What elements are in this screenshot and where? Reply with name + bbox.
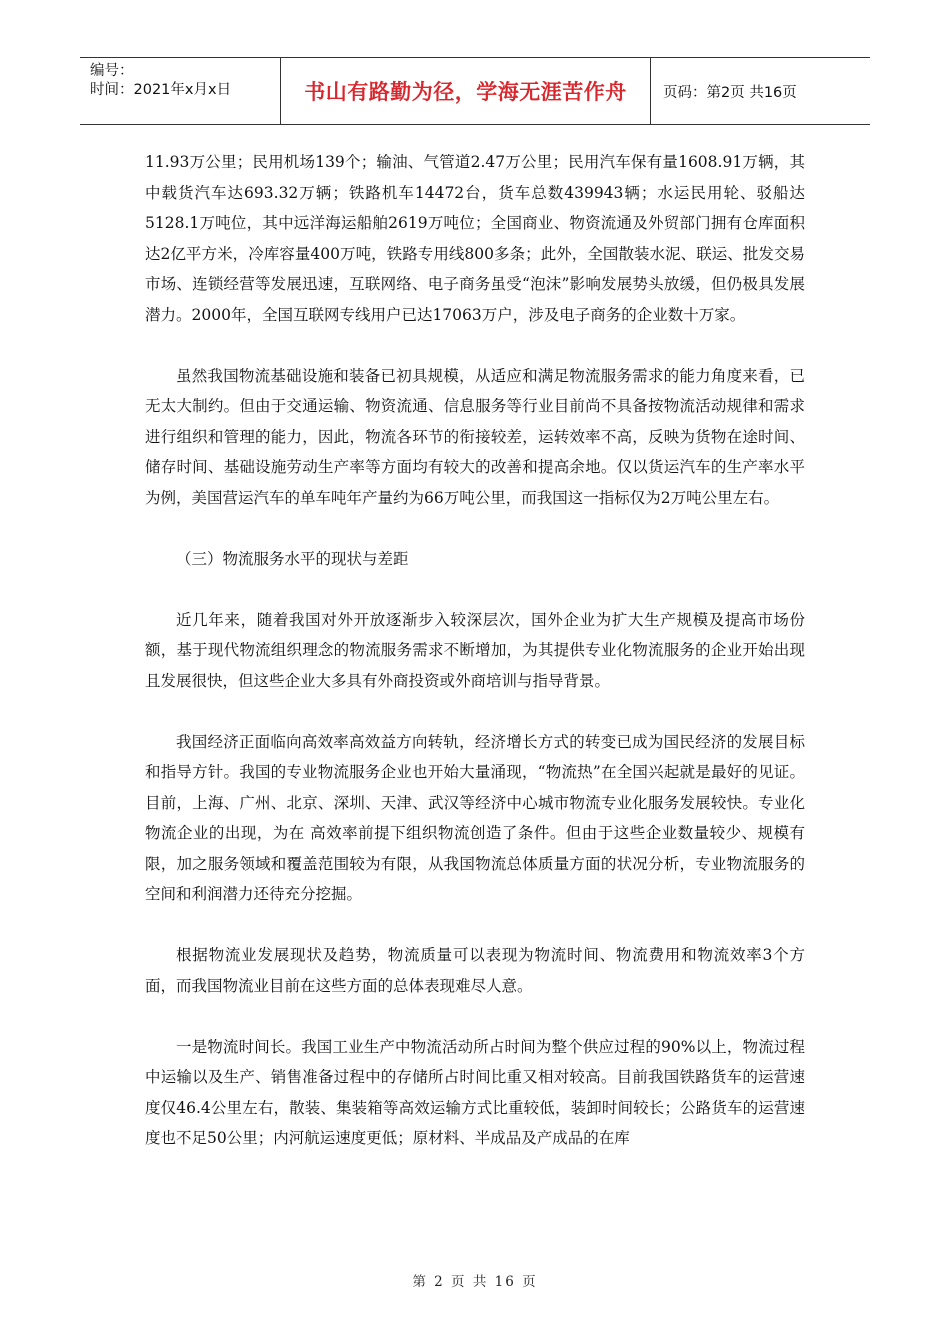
doc-number-label: 编号： — [90, 63, 134, 79]
document-body — [145, 147, 805, 1184]
section-heading: （三）物流服务水平的现状与差距 — [176, 549, 409, 568]
header-motto: 书山有路勤为径，学海无涯苦作舟 — [281, 58, 651, 124]
page-header — [80, 57, 870, 125]
header-meta — [80, 58, 281, 124]
paragraph: 虽然我国物流基础设施和装备已初具规模，从适应和满足物流服务需求的能力角度来看，已无太大制约。但由于交通运输、物资流通、信息服务等行业目前尚不具备按物流活动规律和需求进行组织和管理的能力，因此，物流各环节的衔接较差，运转效率不高，反映为货物在途时间、储存时间、基础设施劳动生产率等方面均有较大的改善和提高余地。仅以货运汽车的生产率水平为例，美国营运汽车的单车吨年产量约为66万吨公里，而我国这一指标仅为2万吨公里左右。 — [145, 366, 805, 507]
page-footer: 第 2 页 共 16 页 — [412, 1274, 538, 1290]
paragraph: 根据物流业发展现状及趋势，物流质量可以表现为物流时间、物流费用和物流效率3个方面，而我国物流业目前在这些方面的总体表现难尽人意。 — [145, 946, 805, 995]
header-page-info: 页码：第2页 共16页 — [663, 84, 797, 101]
doc-date-label: 时间：2021年x月x日 — [90, 82, 232, 98]
paragraph: 近几年来，随着我国对外开放逐渐步入较深层次，国外企业为扩大生产规模及提高市场份额，基于现代物流组织理念的物流服务需求不断增加，为其提供专业化物流服务的企业开始出现且发展很快，但这些企业大多具有外商投资或外商培训与指导背景。 — [145, 610, 805, 690]
paragraph: 一是物流时间长。我国工业生产中物流活动所占时间为整个供应过程的90%以上，物流过程中运输以及生产、销售准备过程中的存储所占时间比重又相对较高。目前我国铁路货车的运营速度仅46.4公里左右，散装、集装箱等高效运输方式比重较低，装卸时间较长；公路货车的运营速度也不足50公里；内河航运速度更低；原材料、半成品及产成品的在库 — [145, 1037, 805, 1147]
paragraph: 我国经济正面临向高效率高效益方向转轨，经济增长方式的转变已成为国民经济的发展目标和指导方针。我国的专业物流服务企业也开始大量涌现，“物流热”在全国兴起就是最好的见证。目前，上海、广州、北京、深圳、天津、武汉等经济中心城市物流专业化服务发展较快。专业化物流企业的出现，为在 高效率前提下组织物流创造了条件。但由于这些企业数量较少、规模有限，加之服务领域和覆盖范围较为有限，从我国物流总体质量方面的状况分析，专业物流服务的空间和利润潜力还待充分挖掘。 — [145, 732, 805, 903]
paragraph-continued: 11.93万公里；民用机场139个；输油、气管道2.47万公里；民用汽车保有量1608.91万辆，其中载货汽车达693.32万辆；铁路机车14472台，货车总数439943辆；水运民用轮、驳船达5128.1万吨位，其中远洋海运船舶2619万吨位；全国商业、物资流通及外贸部门拥有仓库面积达2亿平方米，冷库容量400万吨，铁路专用线800多条；此外，全国散装水泥、联运、批发交易市场、连锁经营等发展迅速，互联网络、电子商务虽受“泡沫”影响发展势头放缓，但仍极具发展潜力。2000年，全国互联网专线用户已达17063万户，涉及电子商务的企业数十万家。 — [145, 153, 805, 324]
